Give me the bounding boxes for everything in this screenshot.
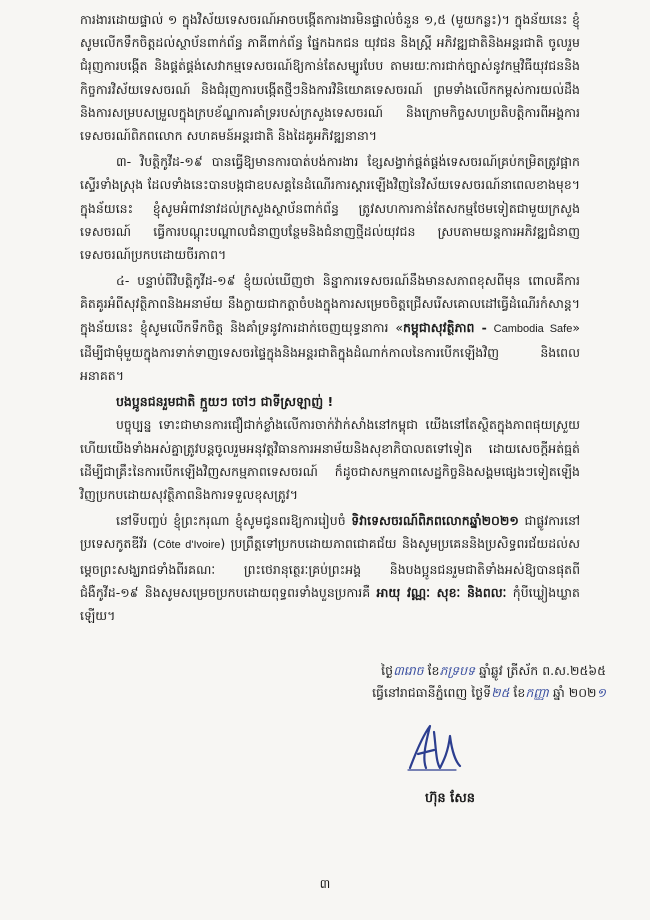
closing-text-c: ) ប្រព្រឹត្តទៅប្រកបដោយភាពជោគជ័យ និងសូមប្រគេននិងប្រសិទ្ធពរជ័យដល់សម្តេចព្រះសង្ឃរាជទាំងពីរគណៈ ព្រះថេរានុត្ថេរៈគ្រប់ព្រះអង្គ និងបងប្អូនជនរួមជាតិទាំងអស់ឱ្យបានផុតពីជំងឺកូវីដ-១៩ និងសូមសម្រេចប្រកបដោយពុទ្ធពរទាំងបួនប្រការគឺ	[80, 536, 580, 600]
lunar-month-prefix: ខែ	[427, 663, 440, 678]
closing-text-a: នៅទីបញ្ចប់ ខ្ញុំព្រះករុណា ខ្ញុំសូមជូនពរឱ្យការរៀបចំ	[116, 513, 352, 529]
lunar-day-prefix: ថ្ងៃ	[381, 663, 394, 678]
solar-year-handwritten: ១	[596, 685, 606, 700]
document-body	[80, 8, 580, 627]
lunar-year: ឆ្នាំឆ្លូវ ត្រីស័ក ព.ស.២៥៦៥	[478, 663, 606, 678]
page-number: ៣	[319, 876, 331, 891]
date-block	[226, 660, 606, 704]
closing-text-b: ជាផ្លូវការនៅប្រទេសកូតឌីវ័រ (	[80, 513, 580, 552]
lunar-date	[226, 660, 606, 682]
solar-year-prefix: ឆ្នាំ ២០២	[552, 685, 597, 700]
signature-icon	[404, 722, 464, 774]
place-and-day-label: ធ្វើនៅរាជធានីភ្នំពេញ ថ្ងៃទី	[372, 685, 492, 700]
signer-name: ហ៊ុន សែន	[425, 791, 475, 806]
lunar-day: ៣រោច	[393, 663, 424, 678]
event-name: ទិវាទេសចរណ៍ពិភពលោកឆ្នាំ២០២១	[351, 513, 519, 529]
solar-month: កញ្ញា	[525, 685, 549, 700]
paragraph-4	[80, 269, 580, 387]
solar-month-prefix: ខែ	[513, 685, 526, 700]
paragraph-4-text-a: ៤- បន្ទាប់ពីវិបត្តិកូវីដ-១៩ ខ្ញុំយល់ឃើញថា និន្នាការទេសចរណ៍នឹងមានសភាពខុសពីមុន ពោលគឺការគិតគូរអំពីសុវត្ថិភាពនិងអនាម័យ នឹងក្លាយជាកត្តាចំបងក្នុងការសម្រេចចិត្តជ្រើសរើសគោលដៅធ្វើដំណើរកំសាន្ត។ ក្នុងន័យនេះ ខ្ញុំសូមលើកទឹកចិត្ត និងគាំទ្រនូវការដាក់ចេញយុទ្ធនាការ «	[80, 273, 580, 335]
paragraph-closing	[80, 509, 580, 627]
paragraph-4-text-b: » ដើម្បីជាមុំមួយក្នុងការទាក់ទាញទេសចរផ្ទៃក្នុងនិងអន្តរជាតិក្នុងដំណាក់កាលនៃការបើកឡើងវិញ និងពេលអនាគត។	[80, 319, 580, 384]
paragraph-5: បច្ចុប្បន្ន ទោះជាមានការជឿជាក់ខ្លាំងលើការចាក់វ៉ាក់សាំងនៅកម្ពុជា យើងនៅតែស្ថិតក្នុងភាពផុយស្រួយ ហើយយើងទាំងអស់គ្នាត្រូវបន្តចូលរួមអនុវត្តវិធានការអនាម័យនិងសុខាភិបាលតទៅទៀត ដោយសេចក្តីអត់ធ្មត់ ដើម្បីជាគ្រឹះនៃការបើកឡើងវិញសកម្មភាពទេសចរណ៍ ក៏ដូចជាសកម្មភាពសេដ្ឋកិច្ចនិងសង្គមផ្សេងៗទៀតឡើងវិញប្រកបដោយសុវត្ថិភាពនិងការទទួលខុសត្រូវ។	[80, 417, 580, 503]
paragraph-3: ៣- វិបត្តិកូវីដ-១៩ បានធ្វើឱ្យមានការបាត់បង់ការងារ ខ្សែសង្វាក់ផ្គត់ផ្គង់ទេសចរណ៍គ្រប់កម្រិតត្រូវផ្អាកស្ទើរទាំងស្រុង ដែលទាំងនេះបានបង្កជាឧបសគ្គនៃដំណើរការស្តារឡើងវិញនៃវិស័យទេសចរណ៍នាពេលខាងមុខ។ ក្នុងន័យនេះ ខ្ញុំសូមអំពាវនាវដល់ក្រសួងស្ថាប័នពាក់ព័ន្ធ ត្រូវសហការកាន់តែសកម្មថែមទៀតជាមួយក្រសួងទេសចរណ៍ ធ្វើការបណ្តុះបណ្តាលជំនាញបន្ថែមនិងជំនាញថ្មីដល់យុវជន ស្របតាមយន្តការអភិវឌ្ឍជំនាញទេសចរណ៍ប្រកបដោយចីរភាព។	[80, 154, 580, 263]
campaign-name: កម្ពុជាសុវត្ថិភាព -	[403, 319, 487, 335]
blessing-words: អាយុ វណ្ណៈ សុខៈ និងពលៈ	[376, 584, 507, 600]
paragraph-1: ការងារដោយផ្ទាល់ ១ ក្នុងវិស័យទេសចរណ៍អាចបង្កើតការងារមិនផ្ទាល់ចំនួន ១,៥ (មួយកន្លះ)។ ក្នុងន័យនេះ ខ្ញុំសូមលើកទឹកចិត្តដល់ស្ថាប័នពាក់ព័ន្ធ ភាគីពាក់ព័ន្ធ ផ្នែកឯកជន យុវជន និងស្ត្រី អភិវឌ្ឍជាតិនិងអន្តរជាតិ ចូលរួមជំរុញការបង្កើត និងផ្គត់ផ្គង់សេវាកម្មទេសចរណ៍ឱ្យកាន់តែសម្បូរបែប តាមរយៈការជាក់ច្បាស់នូវកម្មវិធីយុវជននិងកិច្ចការវិស័យទេសចរណ៍ និងជំរុញការបង្កើតថ្មីៗនិងការវិនិយោគទេសចរណ៍ ព្រមទាំងលើកកម្ពស់ការយល់ដឹងនិងការសម្របសម្រួលក្នុងក្របខ័ណ្ឌការគាំទ្ររបស់ក្រសួងទេសចរណ៍ និងក្រោមកិច្ចសហប្រតិបត្តិការពីអង្គការទេសចរណ៍ពិភពលោក សហគមន៍អន្តរជាតិ និងដៃគូអភិវឌ្ឍនានា។	[80, 12, 580, 144]
solar-date	[226, 682, 606, 704]
campaign-name-latin: Cambodia Safe	[493, 322, 573, 335]
closing-text-d: កុំបីឃ្លៀងឃ្លាតឡើយ។	[80, 584, 580, 624]
address-heading: បងប្អូនជនរួមជាតិ ក្មួយៗ ចៅៗ ជាទីស្រឡាញ់ !	[116, 394, 334, 410]
lunar-month: ភទ្របទ	[439, 663, 475, 678]
solar-day: ២៥	[491, 685, 510, 700]
country-name-latin: Côte d'Ivoire	[157, 539, 221, 552]
